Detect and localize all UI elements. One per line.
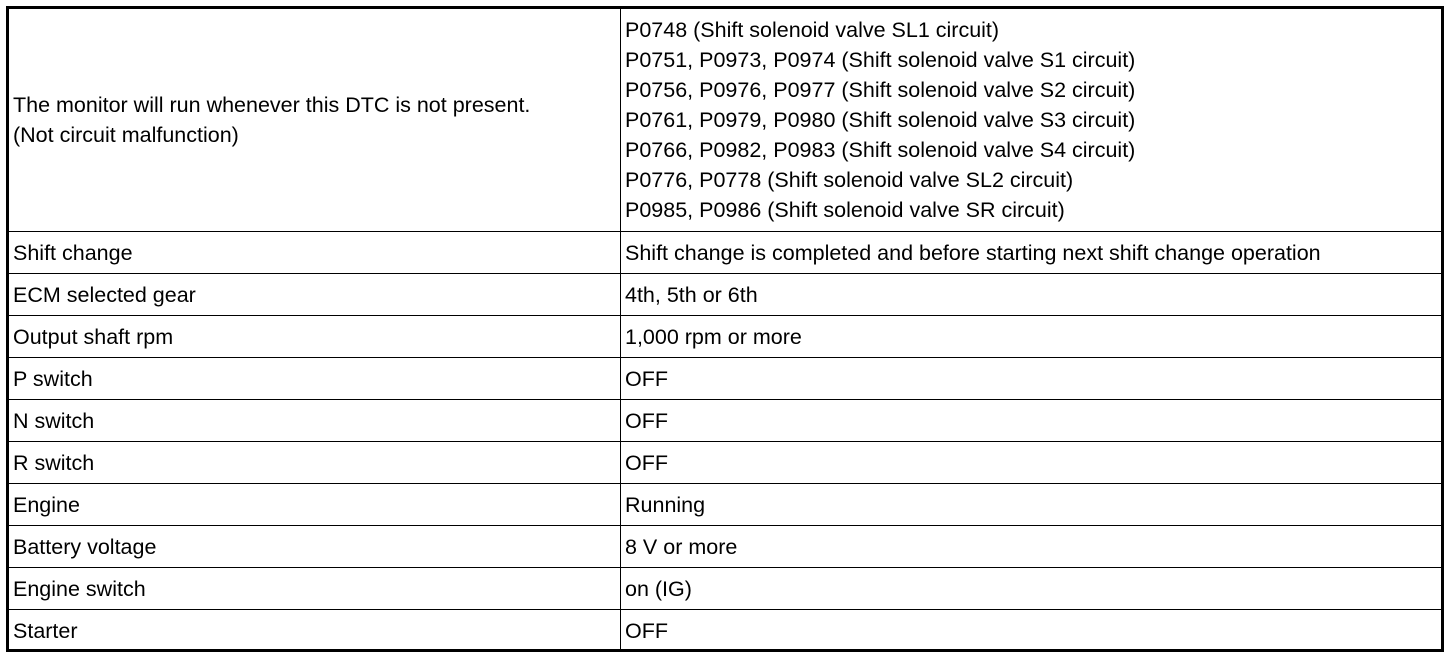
item-cell: Engine xyxy=(9,484,621,526)
value-cell: 1,000 rpm or more xyxy=(621,316,1442,358)
monitor-conditions-table xyxy=(9,9,1441,651)
value-cell: OFF xyxy=(621,610,1442,652)
table-row xyxy=(9,484,1441,526)
item-cell: Output shaft rpm xyxy=(9,316,621,358)
dtc-line: P0766, P0982, P0983 (Shift solenoid valve S4 circuit) xyxy=(625,138,1136,162)
monitor-condition-line: (Not circuit malfunction) xyxy=(13,123,239,147)
item-cell: P switch xyxy=(9,358,621,400)
table-row xyxy=(9,274,1441,316)
dtc-line: P0748 (Shift solenoid valve SL1 circuit) xyxy=(625,18,1000,42)
dtc-line: P0985, P0986 (Shift solenoid valve SR circuit) xyxy=(625,198,1065,222)
table-row xyxy=(9,358,1441,400)
table-row xyxy=(9,442,1441,484)
table-row-dtc-monitor xyxy=(9,9,1441,232)
value-cell: on (IG) xyxy=(621,568,1442,610)
value-cell: OFF xyxy=(621,442,1442,484)
value-cell: Shift change is completed and before starting next shift change operation xyxy=(621,232,1442,274)
value-cell: 8 V or more xyxy=(621,526,1442,568)
monitor-condition-line: The monitor will run whenever this DTC is not present. xyxy=(13,93,531,117)
dtc-line: P0756, P0976, P0977 (Shift solenoid valve S2 circuit) xyxy=(625,78,1136,102)
table-row xyxy=(9,316,1441,358)
table-row xyxy=(9,400,1441,442)
table-row xyxy=(9,526,1441,568)
item-cell: Battery voltage xyxy=(9,526,621,568)
value-cell: OFF xyxy=(621,358,1442,400)
item-cell: ECM selected gear xyxy=(9,274,621,316)
item-cell: Shift change xyxy=(9,232,621,274)
value-cell: OFF xyxy=(621,400,1442,442)
dtc-line: P0751, P0973, P0974 (Shift solenoid valve S1 circuit) xyxy=(625,48,1136,72)
value-cell: 4th, 5th or 6th xyxy=(621,274,1442,316)
dtc-line: P0761, P0979, P0980 (Shift solenoid valve S3 circuit) xyxy=(625,108,1136,132)
item-cell: Starter xyxy=(9,610,621,652)
dtc-line: P0776, P0778 (Shift solenoid valve SL2 circuit) xyxy=(625,168,1074,192)
table-row xyxy=(9,610,1441,652)
item-cell: Engine switch xyxy=(9,568,621,610)
monitor-conditions-table-frame xyxy=(6,6,1444,652)
value-cell: Running xyxy=(621,484,1442,526)
table-row xyxy=(9,568,1441,610)
cell-dtc-list xyxy=(621,9,1442,232)
item-cell: N switch xyxy=(9,400,621,442)
table-row xyxy=(9,232,1441,274)
item-cell: R switch xyxy=(9,442,621,484)
cell-monitor-condition xyxy=(9,9,621,232)
